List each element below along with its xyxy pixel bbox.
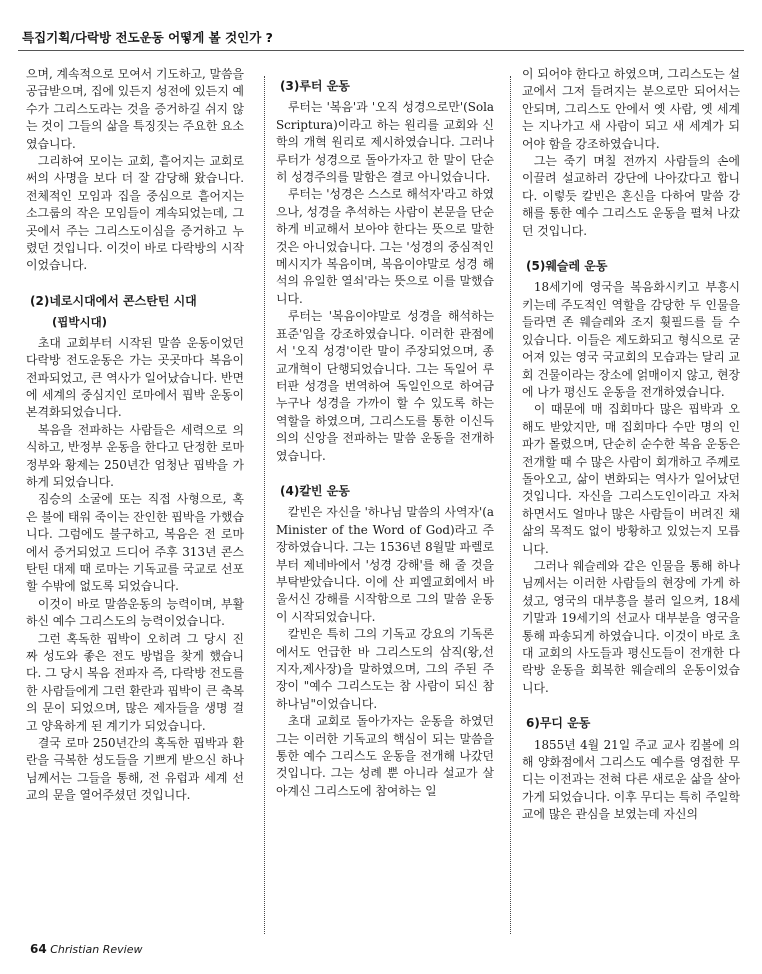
paragraph: 이 되어야 한다고 하였으며, 그리스도는 설교에서 그저 들려지는 분으로만 되어서는 안되며, 그리스도 안에서 옛 사람, 옛 세계는 지나가고 새 사람이 되고 새 세계가 되어야 함을 강조하였습니다. [522, 67, 740, 151]
paragraph: 이 때문에 매 집회마다 많은 핍박과 오해도 받았지만, 매 집회마다 수만 명의 인파가 몰렸으며, 단순히 순수한 복음 운동은 전개할 때 수 많은 사람이 회개하고 주께로 돌아오고, 삶이 변화되는 역사가 일어났던 것입니다. 자신을 그리스도인이라고 자처하면서도 얼마나 많은 사람들이 버려진 채 삶의 목적도 없이 방황하고 있었는지 모릅니다. [522, 402, 740, 556]
paragraph: 루터는 '성경은 스스로 해석자'라고 하였으나, 성경을 추석하는 사람이 본문을 단순하게 비교해서 보아야 한다는 뜻으로 말한 것은 아니었습니다. 그는 '성경의 중심적인 메시지가 복음이며, 복음이야말로 성경 해석의 유일한 열쇠'라는 뜻으로 이를 말했습니다. [276, 187, 494, 306]
header-rule [18, 50, 744, 51]
page-number: 64 [30, 942, 47, 956]
running-header: 특집기획/다락방 전도운동 어떻게 볼 것인가 ? [22, 30, 273, 45]
column-1 [26, 66, 244, 938]
column-divider [510, 76, 511, 934]
paragraph: 결국 로마 250년간의 혹독한 핍박과 환란을 극복한 성도들을 기쁘게 받으신 하나님께서는 그들을 통해, 전 유럽과 세계 선교의 문을 열어주셨던 것입니다. [26, 736, 244, 803]
page-footer [30, 942, 142, 956]
paragraph: 그리하여 모이는 교회, 흩어지는 교회로써의 사명을 보다 더 잘 감당해 왔습니다. 전체적인 모임과 집을 중심으로 흩어지는 소그룹의 작은 모임들이 계속되었는데, 그곳에서 주는 그리스도이심을 증거하고 누렸던 것입니다. 이것이 바로 다락방의 시작이었습니다. [26, 154, 244, 273]
paragraph: 이것이 바로 말씀운동의 능력이며, 부활하신 예수 그리스도의 능력이었습니다. [26, 596, 244, 629]
section-heading-calvin: (4)칼빈 운동 [280, 483, 350, 498]
paragraph: 으며, 계속적으로 모여서 기도하고, 말씀을 공급받으며, 집에 있든지 성전에 있든지 예수가 그리스도라는 것을 증거하길 쉬지 않는 것이 그들의 삶을 특징짓는 주요한 요소였습니다. [26, 67, 244, 151]
column-2 [276, 66, 494, 938]
paragraph: 칼빈은 자신을 '하나님 말씀의 사역자'(a Minister of the Word of God)라고 주장하였습니다. 그는 1536년 8월말 파렐로부터 제네바에서 '성경 강해'를 해 줄 것을 부탁받았습니다. 이에 산 피엘교회에서 바울서신 강해를 시작함으로 그의 말씀 운동이 시작되었습니다. [276, 505, 494, 624]
article-body [16, 66, 742, 938]
paragraph: 초대 교회부터 시작된 말씀 운동이었던 다락방 전도운동은 가는 곳곳마다 복음이 전파되었고, 큰 역사가 일어났습니다. 반면에 세계의 중심지인 로마에서 핍박 운동이 본격화되었습니다. [26, 335, 244, 420]
section-heading-wesley: (5)웨슬레 운동 [526, 259, 608, 274]
section-heading-nero-constantine: (2)네로시대에서 콘스탄틴 시대 [30, 293, 197, 308]
paragraph: 1855년 4월 21일 주교 교사 킴볼에 의해 양화점에서 그리스도 예수를 영접한 무디는 이전과는 전혀 다른 새로운 삶을 살아가게 되었습니다. 이후 무디는 특히 주일학교에 많은 관심을 보였는데 자신의 [522, 737, 740, 822]
section-heading-moody: 6)무디 운동 [526, 716, 591, 731]
section-heading-luther: (3)루터 운동 [280, 79, 350, 93]
column-divider [264, 76, 265, 934]
paragraph: 칼빈은 특히 그의 기독교 강요의 기독론에서도 언급한 바 그리스도의 삼직(왕,선지자,제사장)을 말하였으며, 그의 주된 주장이 "예수 그리스도는 참 사람이 되신 참 하나님"이었습니다. [276, 627, 494, 711]
paragraph: 짐승의 소굴에 또는 직접 사형으로, 혹은 불에 태워 죽이는 잔인한 핍박을 가했습니다. 그럼에도 불구하고, 복음은 전 로마에서 증거되었고 드디어 주후 313년 콘스탄틴 대제 때 로마는 기독교를 국교로 선포할 수밖에 없도록 되었습니다. [26, 492, 244, 594]
magazine-name: Christian Review [50, 943, 143, 956]
paragraph: 루터는 '복음'과 '오직 성경으로만'(Sola Scriptura)이라고 하는 원리를 교회와 신학의 개혁 원리로 제시하였습니다. 그러나 루터가 성경으로 돌아가자고 한 말이 단순히 성경주의를 말함은 결코 아니었습니다. [276, 100, 494, 185]
paragraph: 그런 혹독한 핍박이 오히려 그 당시 진짜 성도와 좋은 전도 방법을 찾게 했습니다. 그 당시 복음 전파자 즉, 다락방 전도를 한 사람들에게 그런 환란과 핍박이 큰 축복의 문이 되었으며, 많은 제자들을 생명 걸고 양육하게 된 계기가 되었습니다. [26, 631, 244, 733]
paragraph: 18세기에 영국을 복음화시키고 부흥시키는데 주도적인 역할을 감당한 두 인물을 들라면 존 웨슬레와 조지 휫필드를 들 수 있습니다. 이들은 제도화되고 형식으로 굳어져 있는 영국 국교회의 모습과는 달리 교회 건물이라는 장소에 얽매이지 않고, 현장에 나가 평신도 운동을 전개하였습니다. [522, 280, 740, 399]
paragraph: 복음을 전파하는 사람들은 세력으로 의식하고, 반정부 운동을 한다고 단정한 로마 정부와 황제는 250년간 엄청난 핍박을 가하게 되었습니다. [26, 422, 244, 489]
paragraph: 초대 교회로 돌아가자는 운동을 하였던 그는 이러한 기독교의 핵심이 되는 말씀을 통한 예수 그리스도 운동을 전개해 나갔던 것입니다. 그는 성례 뿐 아니라 설교가 살아계신 그리스도에 참여하는 일 [276, 714, 494, 798]
paragraph: 그러나 웨슬레와 같은 인물을 통해 하나님께서는 이러한 사람들의 현장에 가게 하셨고, 영국의 대부흥을 불러 일으켜, 18세기말과 19세기의 선교사 대부분을 영국을 통해 파송되게 하였습니다. 이것이 바로 초대 교회의 사도들과 평신도들이 전개한 다락방 운동을 회복한 웨슬레의 운동이었습니다. [522, 558, 740, 695]
paragraph: 그는 죽기 며칠 전까지 사람들의 손에 이끌려 설교하러 강단에 나아갔다고 합니다. 이렇듯 칼빈은 혼신을 다하여 말씀 강해를 통한 예수 그리스도 운동을 펼쳐 나갔던 것입니다. [522, 154, 740, 238]
section-subheading: (핍박시대) [52, 315, 107, 330]
column-3 [522, 66, 740, 938]
paragraph: 루터는 '복음이야말로 성경을 해석하는 표준'임을 강조하였습니다. 이러한 관점에서 '오직 성경'이란 말이 주장되었으며, 종교개혁이 단행되었습니다. 그는 독일어 루터판 성경을 번역하여 독일인으로 하여금 누구나 성경을 가까이 할 수 있도록 하는 역할을 하였으며, 그리스도를 통한 이신득의의 신앙을 전파하는 말씀 운동을 전개하였습니다. [276, 309, 494, 463]
